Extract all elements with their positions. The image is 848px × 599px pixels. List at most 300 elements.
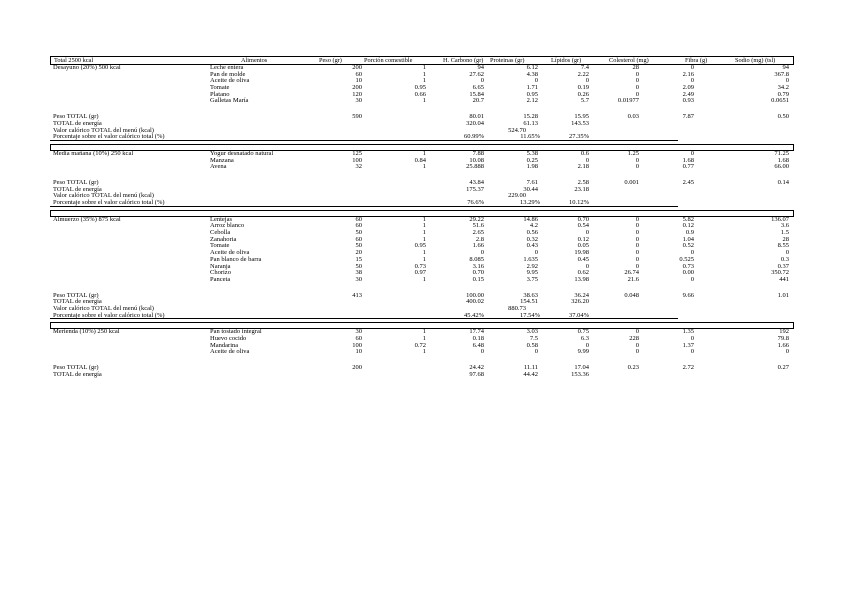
table-row — [50, 270, 794, 277]
section-title: Desayuno (20%) 500 kcal — [53, 64, 121, 71]
energia-label: TOTAL de energía — [53, 185, 102, 193]
cell-fib: 0.73 — [682, 262, 694, 270]
energia-lip: 143.53 — [571, 119, 589, 127]
cell-peso: 100 — [352, 341, 362, 349]
food-name: Lentejas — [210, 215, 233, 223]
cell-fib: 2.16 — [682, 70, 694, 78]
cell-peso: 30 — [355, 97, 362, 105]
cell-sod: 136.07 — [771, 215, 789, 223]
total-hc: 43.84 — [469, 178, 484, 186]
cell-pro: 0 — [534, 348, 538, 356]
table-row — [50, 349, 794, 356]
cell-pro: 1.71 — [526, 84, 538, 92]
cell-hc: 0 — [480, 348, 484, 356]
table-row — [50, 223, 794, 230]
total-peso: 413 — [352, 291, 362, 299]
cell-fib: 1.04 — [682, 235, 694, 243]
cell-col: 0 — [635, 77, 639, 85]
cell-fib: 0 — [690, 249, 694, 257]
cell-pro: 0.58 — [526, 341, 538, 349]
cell-col: 0 — [635, 222, 639, 230]
cell-pro: 5.38 — [526, 149, 538, 157]
cell-peso: 32 — [355, 163, 362, 171]
cell-peso: 125 — [352, 149, 362, 157]
cell-col: 0 — [635, 215, 639, 223]
pct-pro: 13.29% — [519, 199, 540, 206]
cell-pro: 2.92 — [526, 262, 538, 270]
cell-lip: 0.19 — [577, 84, 589, 92]
food-name: Zanahoria — [210, 235, 237, 243]
cell-sod: 0 — [785, 348, 789, 356]
section-title: Media mañana (10%) 250 kcal — [53, 149, 134, 157]
cell-hc: 51.6 — [472, 222, 484, 230]
cell-sod: 1.66 — [777, 341, 789, 349]
table-row — [50, 277, 794, 284]
cell-sod: 192 — [779, 328, 789, 336]
cell-sod: 1.68 — [777, 156, 789, 164]
section-separator — [50, 144, 794, 151]
cell-fib: 0.77 — [682, 163, 694, 171]
header-proteinas: Proteinas (gr) — [490, 57, 525, 64]
cell-porcion: 1 — [422, 249, 426, 257]
energia-hc: 97.68 — [469, 370, 484, 378]
cell-lip: 2.22 — [577, 70, 589, 78]
cell-lip: 0.26 — [577, 90, 589, 98]
cell-sod: 3.6 — [780, 222, 789, 230]
header-hc: H. Carbono (gr) — [443, 57, 484, 64]
cell-lip: 13.98 — [574, 275, 589, 283]
cell-peso: 30 — [355, 275, 362, 283]
cell-hc: 25.888 — [466, 163, 484, 171]
total-pro: 11.11 — [523, 364, 538, 372]
cell-porcion: 0.72 — [414, 341, 426, 349]
cell-pro: 1.98 — [526, 163, 538, 171]
cell-pro: 14.86 — [523, 215, 538, 223]
cell-porcion: 1 — [422, 97, 426, 105]
total-lip: 17.04 — [574, 364, 589, 372]
cell-hc: 1.66 — [472, 242, 484, 250]
total-pro: 38.63 — [523, 291, 538, 299]
total-sod: 0.27 — [777, 364, 789, 372]
peso-total-label: Peso TOTAL (gr) — [53, 291, 99, 299]
energia-row — [50, 372, 794, 379]
peso-total-row — [50, 365, 794, 372]
cell-porcion: 0.97 — [414, 269, 426, 277]
valor-label: Valor calórico TOTAL del menú (kcal) — [53, 304, 154, 312]
food-name: Mandarina — [210, 341, 239, 349]
food-name: Galletas María — [210, 97, 249, 105]
total-sod: 0.14 — [777, 178, 789, 186]
cell-col: 0 — [635, 249, 639, 257]
table-row — [50, 98, 794, 105]
cell-fib: 0 — [690, 348, 694, 356]
energia-row — [50, 299, 794, 306]
cell-peso: 200 — [352, 64, 362, 71]
cell-sod: 34.2 — [777, 84, 789, 92]
cell-hc: 3.16 — [472, 262, 484, 270]
cell-col: 21.6 — [627, 275, 639, 283]
valor-label: Valor calórico TOTAL del menú (kcal) — [53, 126, 154, 134]
meal-sections — [50, 65, 794, 378]
cell-porcion: 1 — [422, 255, 426, 263]
cell-lip: 0.05 — [577, 242, 589, 250]
cell-peso: 60 — [355, 215, 362, 223]
food-name: Chorizo — [210, 269, 231, 277]
cell-porcion: 1 — [422, 235, 426, 243]
cell-porcion: 1 — [422, 215, 426, 223]
cell-sod: 441 — [779, 275, 789, 283]
cell-porcion: 0.66 — [414, 90, 426, 98]
energia-lip: 326.20 — [571, 298, 589, 306]
cell-lip: 0.75 — [577, 328, 589, 336]
pct-lip: 10.12% — [568, 199, 589, 206]
energia-pro: 44.42 — [523, 370, 538, 378]
cell-sod: 79.8 — [777, 335, 789, 342]
total-hc: 24.42 — [469, 364, 484, 372]
cell-peso: 50 — [355, 242, 362, 250]
cell-peso: 120 — [352, 90, 362, 98]
cell-peso: 60 — [355, 222, 362, 230]
cell-pro: 0.32 — [526, 235, 538, 243]
total-sod: 0.50 — [777, 113, 789, 121]
cell-peso: 100 — [352, 156, 362, 164]
cell-col: 0 — [635, 262, 639, 270]
cell-col: 228 — [629, 335, 639, 342]
cell-porcion: 1 — [422, 77, 426, 85]
cell-sod: 0.79 — [777, 90, 789, 98]
cell-sod: 94 — [782, 64, 789, 71]
cell-sod: 0.0651 — [771, 97, 789, 105]
valor-total: 229.00 — [508, 192, 526, 200]
cell-porcion: 0.95 — [414, 84, 426, 92]
cell-col: 0 — [635, 328, 639, 336]
porcentaje-label: Porcentaje sobre el valor calórico total (%) — [53, 199, 165, 206]
cell-pro: 0.25 — [526, 156, 538, 164]
cell-porcion: 1 — [422, 64, 426, 71]
header-sodio: Sodio (mg) (tsl) — [735, 57, 776, 64]
food-name: Huevo cocido — [210, 335, 247, 342]
total-lip: 15.95 — [574, 113, 589, 121]
energia-row — [50, 121, 794, 128]
total-lip: 2.58 — [577, 178, 589, 186]
cell-sod: 1.5 — [780, 229, 789, 237]
cell-hc: 27.62 — [469, 70, 484, 78]
table-header — [50, 56, 794, 65]
cell-pro: 1.635 — [523, 255, 538, 263]
food-name: Naranja — [210, 262, 231, 270]
cell-hc: 6.65 — [472, 84, 484, 92]
cell-pro: 2.12 — [526, 97, 538, 105]
cell-lip: 5.7 — [580, 97, 589, 105]
cell-col: 0.01977 — [617, 97, 639, 105]
total-col: 0.048 — [624, 291, 639, 299]
cell-hc: 0 — [480, 77, 484, 85]
cell-lip: 7.4 — [580, 64, 589, 71]
header-colesterol: Colesterol (mg) — [609, 57, 649, 64]
peso-total-row — [50, 114, 794, 121]
cell-pro: 4.38 — [526, 70, 538, 78]
cell-fib: 1.68 — [682, 156, 694, 164]
table-row — [50, 72, 794, 79]
cell-hc: 17.74 — [469, 328, 484, 336]
cell-peso: 50 — [355, 262, 362, 270]
cell-sod: 367.8 — [774, 70, 789, 78]
pct-lip: 37.04% — [568, 311, 589, 319]
peso-total-row — [50, 293, 794, 300]
cell-col: 0 — [635, 229, 639, 237]
cell-col: 0 — [635, 348, 639, 356]
cell-porcion: 1 — [422, 348, 426, 356]
cell-col: 28 — [632, 64, 639, 71]
cell-peso: 30 — [355, 328, 362, 336]
nutrition-sheet — [50, 56, 794, 378]
total-peso: 200 — [352, 364, 362, 372]
cell-hc: 0 — [480, 249, 484, 257]
cell-fib: 0 — [690, 275, 694, 283]
cell-hc: 94 — [477, 64, 484, 71]
cell-peso: 10 — [355, 348, 362, 356]
pct-hc: 45.42% — [463, 311, 484, 319]
underline — [50, 318, 678, 319]
cell-porcion: 1 — [422, 229, 426, 237]
cell-porcion: 1 — [422, 328, 426, 336]
total-pro: 15.28 — [523, 113, 538, 121]
peso-total-label: Peso TOTAL (gr) — [53, 113, 99, 121]
food-name: Avena — [210, 163, 227, 171]
cell-lip: 0.6 — [580, 149, 589, 157]
cell-col: 0 — [635, 163, 639, 171]
total-lip: 36.24 — [574, 291, 589, 299]
cell-lip: 0.45 — [577, 255, 589, 263]
valor-total: 524.70 — [508, 126, 526, 134]
energia-lip: 153.36 — [571, 370, 589, 378]
cell-fib: 1.37 — [682, 341, 694, 349]
energia-row — [50, 187, 794, 194]
cell-lip: 9.99 — [577, 348, 589, 356]
cell-lip: 0.62 — [577, 269, 589, 277]
cell-fib: 0 — [690, 149, 694, 157]
cell-sod: 66.00 — [774, 163, 789, 171]
header-alimentos: Alimentos — [241, 57, 268, 64]
food-name: Tomate — [210, 242, 230, 250]
total-col: 0.001 — [624, 178, 639, 186]
cell-hc: 15.84 — [469, 90, 484, 98]
cell-pro: 0.56 — [526, 229, 538, 237]
pct-lip: 27.35% — [568, 133, 589, 141]
valor-label: Valor calórico TOTAL del menú (kcal) — [53, 192, 154, 200]
cell-col: 0 — [635, 235, 639, 243]
cell-lip: 0 — [585, 229, 589, 237]
valor-total: 880.73 — [508, 304, 526, 312]
peso-total-label: Peso TOTAL (gr) — [53, 364, 99, 372]
header-porcion: Porción comestible — [364, 57, 413, 64]
cell-hc: 10.08 — [469, 156, 484, 164]
cell-hc: 7.88 — [472, 149, 484, 157]
porcentaje-label: Porcentaje sobre el valor calórico total (%) — [53, 311, 165, 319]
header-fibra: Fibra (g) — [685, 57, 708, 64]
porcentaje-label: Porcentaje sobre el valor calórico total (%) — [53, 133, 165, 141]
total-pro: 7.61 — [526, 178, 538, 186]
cell-hc: 8.085 — [469, 255, 484, 263]
cell-porcion: 0.95 — [414, 242, 426, 250]
pct-hc: 76.6% — [467, 199, 484, 206]
cell-porcion: 1 — [422, 275, 426, 283]
cell-lip: 2.18 — [577, 163, 589, 171]
cell-col: 0 — [635, 242, 639, 250]
cell-porcion: 1 — [422, 163, 426, 171]
total-fib: 2.45 — [682, 178, 694, 186]
cell-hc: 20.7 — [472, 97, 484, 105]
peso-total-label: Peso TOTAL (gr) — [53, 178, 99, 186]
cell-lip: 0.54 — [577, 222, 589, 230]
energia-lip: 23.18 — [574, 185, 589, 193]
cell-col: 1.25 — [627, 149, 639, 157]
cell-col: 0 — [635, 84, 639, 92]
cell-sod: 0.37 — [777, 262, 789, 270]
cell-peso: 60 — [355, 70, 362, 78]
food-name: Manzana — [210, 156, 234, 164]
cell-lip: 0 — [585, 341, 589, 349]
cell-fib: 0.00 — [682, 269, 694, 277]
cell-peso: 10 — [355, 77, 362, 85]
pct-pro: 11.65% — [520, 133, 540, 141]
cell-lip: 0 — [585, 262, 589, 270]
food-name: Leche entera — [210, 64, 244, 71]
cell-hc: 29.22 — [469, 215, 484, 223]
cell-fib: 0.525 — [679, 255, 694, 263]
food-name: Pan de molde — [210, 70, 246, 78]
cell-hc: 0.70 — [472, 269, 484, 277]
cell-peso: 20 — [355, 249, 362, 257]
porcentaje-row — [50, 313, 794, 320]
cell-pro: 0.95 — [526, 90, 538, 98]
cell-peso: 38 — [355, 269, 362, 277]
cell-hc: 2.8 — [475, 235, 484, 243]
energia-pro: 61.13 — [523, 119, 538, 127]
porcentaje-row — [50, 134, 794, 141]
food-name: Yogur desnatado natural — [210, 149, 274, 157]
cell-sod: 350.72 — [771, 269, 789, 277]
underline — [50, 140, 678, 141]
cell-fib: 0 — [690, 335, 694, 342]
cell-sod: 0 — [785, 77, 789, 85]
cell-sod: 71.25 — [774, 149, 789, 157]
pct-pro: 17.54% — [519, 311, 540, 319]
cell-pro: 6.12 — [526, 64, 538, 71]
cell-col: 0 — [635, 255, 639, 263]
food-name: Pan blanco de barra — [210, 255, 262, 263]
cell-pro: 0.43 — [526, 242, 538, 250]
cell-fib: 2.49 — [682, 90, 694, 98]
cell-lip: 6.3 — [580, 335, 589, 342]
cell-fib: 5.82 — [682, 215, 694, 223]
total-hc: 80.01 — [469, 113, 484, 121]
food-name: Pan tostado integral — [210, 328, 262, 336]
cell-hc: 0.18 — [472, 335, 484, 342]
cell-pro: 7.5 — [529, 335, 538, 342]
energia-pro: 30.44 — [523, 185, 538, 193]
cell-pro: 3.75 — [526, 275, 538, 283]
cell-fib: 0.52 — [682, 242, 694, 250]
energia-hc: 175.37 — [466, 185, 484, 193]
energia-label: TOTAL de energía — [53, 370, 102, 378]
cell-lip: 19.98 — [574, 249, 589, 257]
energia-pro: 154.51 — [520, 298, 538, 306]
food-name: Platano — [210, 90, 230, 98]
cell-sod: 0 — [785, 249, 789, 257]
underline — [50, 206, 678, 207]
header-peso: Peso (gr) — [319, 57, 342, 64]
food-name: Panceta — [210, 275, 231, 283]
cell-col: 0 — [635, 341, 639, 349]
energia-hc: 320.04 — [466, 119, 484, 127]
cell-peso: 60 — [355, 235, 362, 243]
food-name: Cebolla — [210, 229, 231, 237]
cell-lip: 0 — [585, 77, 589, 85]
cell-porcion: 1 — [422, 335, 426, 342]
cell-peso: 200 — [352, 84, 362, 92]
pct-hc: 60.99% — [463, 133, 484, 141]
peso-total-row — [50, 180, 794, 187]
cell-col: 0 — [635, 90, 639, 98]
energia-hc: 400.02 — [466, 298, 484, 306]
cell-hc: 0.15 — [472, 275, 484, 283]
energia-label: TOTAL de energía — [53, 119, 102, 127]
cell-pro: 3.03 — [526, 328, 538, 336]
total-sod: 1.01 — [777, 291, 789, 299]
cell-pro: 0 — [534, 249, 538, 257]
cell-fib: 0.9 — [685, 229, 694, 237]
section-title: Almuerzo (35%) 875 kcal — [53, 215, 121, 223]
cell-porcion: 1 — [422, 149, 426, 157]
cell-peso: 50 — [355, 229, 362, 237]
total-fib: 7.87 — [682, 113, 694, 121]
cell-pro: 9.95 — [526, 269, 538, 277]
total-col: 0.23 — [627, 364, 639, 372]
table-row — [50, 243, 794, 250]
total-fib: 9.66 — [682, 291, 694, 299]
food-name: Aceite de oliva — [210, 77, 250, 85]
cell-hc: 2.65 — [472, 229, 484, 237]
food-name: Arroz blanco — [210, 222, 245, 230]
cell-peso: 60 — [355, 335, 362, 342]
porcentaje-row — [50, 200, 794, 207]
cell-hc: 6.48 — [472, 341, 484, 349]
food-name: Aceite de oliva — [210, 249, 250, 257]
cell-sod: 0.3 — [780, 255, 789, 263]
total-col: 0.03 — [627, 113, 639, 121]
cell-fib: 2.09 — [682, 84, 694, 92]
section-title: Merienda (10%) 250 kcal — [53, 328, 120, 336]
cell-col: 0 — [635, 70, 639, 78]
total-hc: 100.00 — [466, 291, 484, 299]
table-row — [50, 164, 794, 171]
cell-lip: 0.12 — [577, 235, 589, 243]
cell-col: 0 — [635, 156, 639, 164]
cell-lip: 0 — [585, 156, 589, 164]
cell-porcion: 1 — [422, 222, 426, 230]
energia-label: TOTAL de energía — [53, 298, 102, 306]
cell-porcion: 1 — [422, 70, 426, 78]
cell-fib: 0.12 — [682, 222, 694, 230]
food-name: Aceite de oliva — [210, 348, 250, 356]
cell-fib: 0 — [690, 64, 694, 71]
cell-fib: 1.35 — [682, 328, 694, 336]
total-fib: 2.72 — [682, 364, 694, 372]
cell-sod: 8.55 — [777, 242, 789, 250]
header-total: Total 2500 kcal — [54, 57, 94, 64]
food-name: Tomate — [210, 84, 230, 92]
